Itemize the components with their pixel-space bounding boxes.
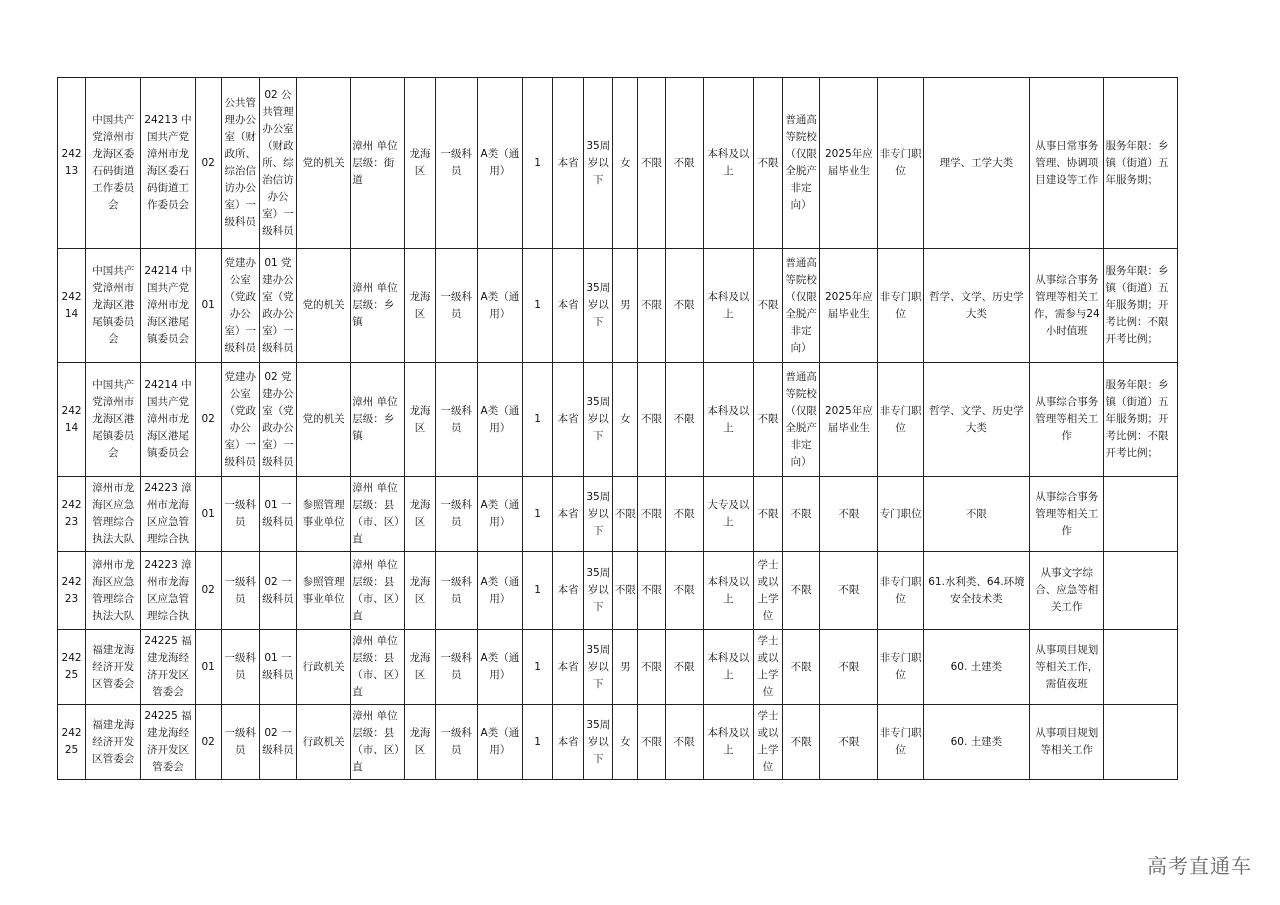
cell-level: 漳州 单位层级：县（市、区）直: [351, 630, 405, 705]
cell-note: [1104, 705, 1178, 780]
cell-age: 35周岁以下: [584, 249, 613, 363]
cell-dept: 漳州市龙海区应急管理综合执法大队: [86, 477, 141, 552]
cell-rank: 一级科员: [435, 630, 477, 705]
cell-gender: 不限: [613, 477, 638, 552]
table-row: [58, 477, 1178, 552]
cell-cat: A类（通用）: [477, 630, 522, 705]
cell-org-type: 党的机关: [297, 363, 351, 477]
cell-count: 1: [522, 705, 552, 780]
table-row: [58, 552, 1178, 630]
cell-gender: 女: [613, 78, 638, 249]
cell-org-type: 行政机关: [297, 630, 351, 705]
cell-duty: 从事项目规划等相关工作，需值夜班: [1030, 630, 1104, 705]
cell-unit: 24213 中国共产党漳州市龙海区委石码街道工作委员会: [141, 78, 195, 249]
cell-count: 1: [522, 477, 552, 552]
cell-area: 龙海区: [405, 477, 435, 552]
cell-org-type: 参照管理事业单位: [297, 477, 351, 552]
cell-dept: 中国共产党漳州市龙海区委石码街道工作委员会: [86, 78, 141, 249]
cell-cat: A类（通用）: [477, 477, 522, 552]
cell-degree: 学士或以上学位: [753, 630, 782, 705]
cell-ptype: 非专门职位: [878, 363, 923, 477]
cell-duty: 从事综合事务管理等相关工作: [1030, 477, 1104, 552]
cell-rank: 一级科员: [435, 705, 477, 780]
cell-school: 不限: [783, 477, 820, 552]
cell-note: 服务年限：乡镇（街道）五年服务期；: [1104, 78, 1178, 249]
table-row: [58, 78, 1178, 249]
cell-level: 漳州 单位层级：乡镇: [351, 363, 405, 477]
cell-duty: 从事日常事务管理、协调项目建设等工作: [1030, 78, 1104, 249]
cell-code: 24213: [58, 78, 86, 249]
cell-level: 漳州 单位层级：县（市、区）直: [351, 705, 405, 780]
cell-major: 61.水利类、64.环境安全技术类: [923, 552, 1029, 630]
cell-origin: 本省: [553, 363, 584, 477]
cell-origin: 本省: [553, 552, 584, 630]
cell-count: 1: [522, 249, 552, 363]
cell-org-type: 党的机关: [297, 249, 351, 363]
cell-position: 一级科员: [221, 552, 259, 630]
cell-unit: 24214 中国共产党漳州市龙海区港尾镇委员会: [141, 363, 195, 477]
cell-major: 不限: [923, 477, 1029, 552]
cell-duty: 从事综合事务管理等相关工作，需参与24小时值班: [1030, 249, 1104, 363]
cell-num: 02: [195, 552, 221, 630]
cell-unit: 24225 福建龙海经济开发区管委会: [141, 630, 195, 705]
cell-pos-code: 01 党建办公室（党政办公室）一级科员: [259, 249, 296, 363]
cell-duty: 从事项目规划等相关工作: [1030, 705, 1104, 780]
cell-edu: 大专及以上: [703, 477, 753, 552]
cell-dept: 漳州市龙海区应急管理综合执法大队: [86, 552, 141, 630]
cell-c2: 不限: [665, 552, 703, 630]
cell-position: 一级科员: [221, 630, 259, 705]
cell-position: 党建办公室（党政办公室）一级科员: [221, 249, 259, 363]
cell-position: 党建办公室（党政办公室）一级科员: [221, 363, 259, 477]
cell-school: 不限: [783, 630, 820, 705]
cell-note: [1104, 477, 1178, 552]
positions-table: [57, 77, 1178, 780]
cell-num: 01: [195, 249, 221, 363]
cell-area: 龙海区: [405, 363, 435, 477]
cell-edu: 本科及以上: [703, 552, 753, 630]
cell-rank: 一级科员: [435, 552, 477, 630]
table-row: [58, 363, 1178, 477]
cell-num: 02: [195, 363, 221, 477]
cell-c1: 不限: [638, 363, 665, 477]
cell-unit: 24225 福建龙海经济开发区管委会: [141, 705, 195, 780]
cell-major: 理学、工学大类: [923, 78, 1029, 249]
cell-code: 24214: [58, 249, 86, 363]
cell-edu: 本科及以上: [703, 78, 753, 249]
cell-degree: 学士或以上学位: [753, 552, 782, 630]
cell-org-type: 参照管理事业单位: [297, 552, 351, 630]
cell-unit: 24223 漳州市龙海区应急管理综合执: [141, 477, 195, 552]
cell-school: 不限: [783, 705, 820, 780]
cell-edu: 本科及以上: [703, 249, 753, 363]
cell-degree: 不限: [753, 477, 782, 552]
cell-grad: 不限: [820, 705, 878, 780]
cell-c2: 不限: [665, 630, 703, 705]
cell-area: 龙海区: [405, 552, 435, 630]
cell-level: 漳州 单位层级：县（市、区）直: [351, 477, 405, 552]
cell-position: 公共管理办公室（财政所、综治信访办公室）一级科员: [221, 78, 259, 249]
cell-grad: 2025年应届毕业生: [820, 249, 878, 363]
cell-code: 24214: [58, 363, 86, 477]
cell-age: 35周岁以下: [584, 552, 613, 630]
cell-origin: 本省: [553, 477, 584, 552]
cell-grad: 2025年应届毕业生: [820, 78, 878, 249]
positions-table-body: [58, 78, 1178, 780]
cell-count: 1: [522, 552, 552, 630]
cell-rank: 一级科员: [435, 477, 477, 552]
cell-cat: A类（通用）: [477, 78, 522, 249]
cell-dept: 福建龙海经济开发区管委会: [86, 630, 141, 705]
cell-ptype: 非专门职位: [878, 552, 923, 630]
cell-degree: 不限: [753, 78, 782, 249]
table-row: [58, 249, 1178, 363]
cell-unit: 24223 漳州市龙海区应急管理综合执: [141, 552, 195, 630]
cell-pos-code: 02 公共管理办公室（财政所、综治信访办公室）一级科员: [259, 78, 296, 249]
cell-code: 24225: [58, 630, 86, 705]
cell-num: 01: [195, 477, 221, 552]
cell-gender: 女: [613, 363, 638, 477]
cell-major: 哲学、文学、历史学大类: [923, 363, 1029, 477]
cell-ptype: 非专门职位: [878, 249, 923, 363]
cell-c2: 不限: [665, 477, 703, 552]
cell-origin: 本省: [553, 78, 584, 249]
cell-unit: 24214 中国共产党漳州市龙海区港尾镇委员会: [141, 249, 195, 363]
cell-degree: 不限: [753, 249, 782, 363]
cell-note: [1104, 630, 1178, 705]
cell-dept: 福建龙海经济开发区管委会: [86, 705, 141, 780]
cell-gender: 男: [613, 249, 638, 363]
cell-origin: 本省: [553, 630, 584, 705]
cell-gender: 女: [613, 705, 638, 780]
cell-count: 1: [522, 78, 552, 249]
cell-rank: 一级科员: [435, 78, 477, 249]
cell-c1: 不限: [638, 552, 665, 630]
cell-code: 24223: [58, 477, 86, 552]
cell-c1: 不限: [638, 477, 665, 552]
cell-origin: 本省: [553, 249, 584, 363]
table-row: [58, 630, 1178, 705]
cell-degree: 不限: [753, 363, 782, 477]
cell-cat: A类（通用）: [477, 363, 522, 477]
cell-level: 漳州 单位层级：县（市、区）直: [351, 552, 405, 630]
cell-ptype: 非专门职位: [878, 630, 923, 705]
cell-pos-code: 01 一级科员: [259, 630, 296, 705]
cell-c2: 不限: [665, 78, 703, 249]
cell-degree: 学士或以上学位: [753, 705, 782, 780]
cell-age: 35周岁以下: [584, 477, 613, 552]
cell-duty: 从事文字综合、应急等相关工作: [1030, 552, 1104, 630]
cell-age: 35周岁以下: [584, 78, 613, 249]
cell-grad: 不限: [820, 552, 878, 630]
cell-dept: 中国共产党漳州市龙海区港尾镇委员会: [86, 363, 141, 477]
cell-gender: 男: [613, 630, 638, 705]
cell-count: 1: [522, 630, 552, 705]
cell-age: 35周岁以下: [584, 363, 613, 477]
cell-area: 龙海区: [405, 705, 435, 780]
cell-c2: 不限: [665, 705, 703, 780]
cell-ptype: 非专门职位: [878, 78, 923, 249]
cell-note: [1104, 552, 1178, 630]
cell-cat: A类（通用）: [477, 249, 522, 363]
cell-cat: A类（通用）: [477, 705, 522, 780]
cell-position: 一级科员: [221, 477, 259, 552]
cell-c1: 不限: [638, 78, 665, 249]
cell-level: 漳州 单位层级：乡镇: [351, 249, 405, 363]
cell-area: 龙海区: [405, 78, 435, 249]
cell-c2: 不限: [665, 363, 703, 477]
cell-major: 60. 土建类: [923, 705, 1029, 780]
cell-pos-code: 02 一级科员: [259, 552, 296, 630]
cell-num: 02: [195, 705, 221, 780]
cell-duty: 从事综合事务管理等相关工作: [1030, 363, 1104, 477]
cell-pos-code: 02 党建办公室（党政办公室）一级科员: [259, 363, 296, 477]
cell-school: 普通高等院校（仅限全脱产非定向）: [783, 78, 820, 249]
cell-level: 漳州 单位层级：街道: [351, 78, 405, 249]
cell-school: 不限: [783, 552, 820, 630]
cell-dept: 中国共产党漳州市龙海区港尾镇委员会: [86, 249, 141, 363]
cell-count: 1: [522, 363, 552, 477]
cell-code: 24223: [58, 552, 86, 630]
cell-cat: A类（通用）: [477, 552, 522, 630]
cell-grad: 不限: [820, 477, 878, 552]
cell-grad: 不限: [820, 630, 878, 705]
cell-age: 35周岁以下: [584, 630, 613, 705]
cell-rank: 一级科员: [435, 249, 477, 363]
cell-school: 普通高等院校（仅限全脱产非定向）: [783, 249, 820, 363]
cell-edu: 本科及以上: [703, 705, 753, 780]
cell-edu: 本科及以上: [703, 630, 753, 705]
cell-c1: 不限: [638, 630, 665, 705]
cell-num: 02: [195, 78, 221, 249]
cell-major: 哲学、文学、历史学大类: [923, 249, 1029, 363]
cell-code: 24225: [58, 705, 86, 780]
cell-note: 服务年限：乡镇（街道）五年服务期；开考比例：不限开考比例；: [1104, 363, 1178, 477]
cell-num: 01: [195, 630, 221, 705]
cell-school: 普通高等院校（仅限全脱产非定向）: [783, 363, 820, 477]
cell-origin: 本省: [553, 705, 584, 780]
cell-area: 龙海区: [405, 630, 435, 705]
cell-major: 60. 土建类: [923, 630, 1029, 705]
cell-area: 龙海区: [405, 249, 435, 363]
table-row: [58, 705, 1178, 780]
cell-note: 服务年限：乡镇（街道）五年服务期；开考比例：不限开考比例；: [1104, 249, 1178, 363]
cell-grad: 2025年应届毕业生: [820, 363, 878, 477]
cell-pos-code: 01 一级科员: [259, 477, 296, 552]
cell-ptype: 非专门职位: [878, 705, 923, 780]
cell-position: 一级科员: [221, 705, 259, 780]
cell-gender: 不限: [613, 552, 638, 630]
cell-org-type: 行政机关: [297, 705, 351, 780]
cell-org-type: 党的机关: [297, 78, 351, 249]
cell-edu: 本科及以上: [703, 363, 753, 477]
cell-rank: 一级科员: [435, 363, 477, 477]
cell-age: 35周岁以下: [584, 705, 613, 780]
cell-ptype: 专门职位: [878, 477, 923, 552]
cell-c1: 不限: [638, 249, 665, 363]
cell-c2: 不限: [665, 249, 703, 363]
cell-c1: 不限: [638, 705, 665, 780]
watermark-text: 高考直通车: [1147, 854, 1252, 878]
cell-pos-code: 02 一级科员: [259, 705, 296, 780]
